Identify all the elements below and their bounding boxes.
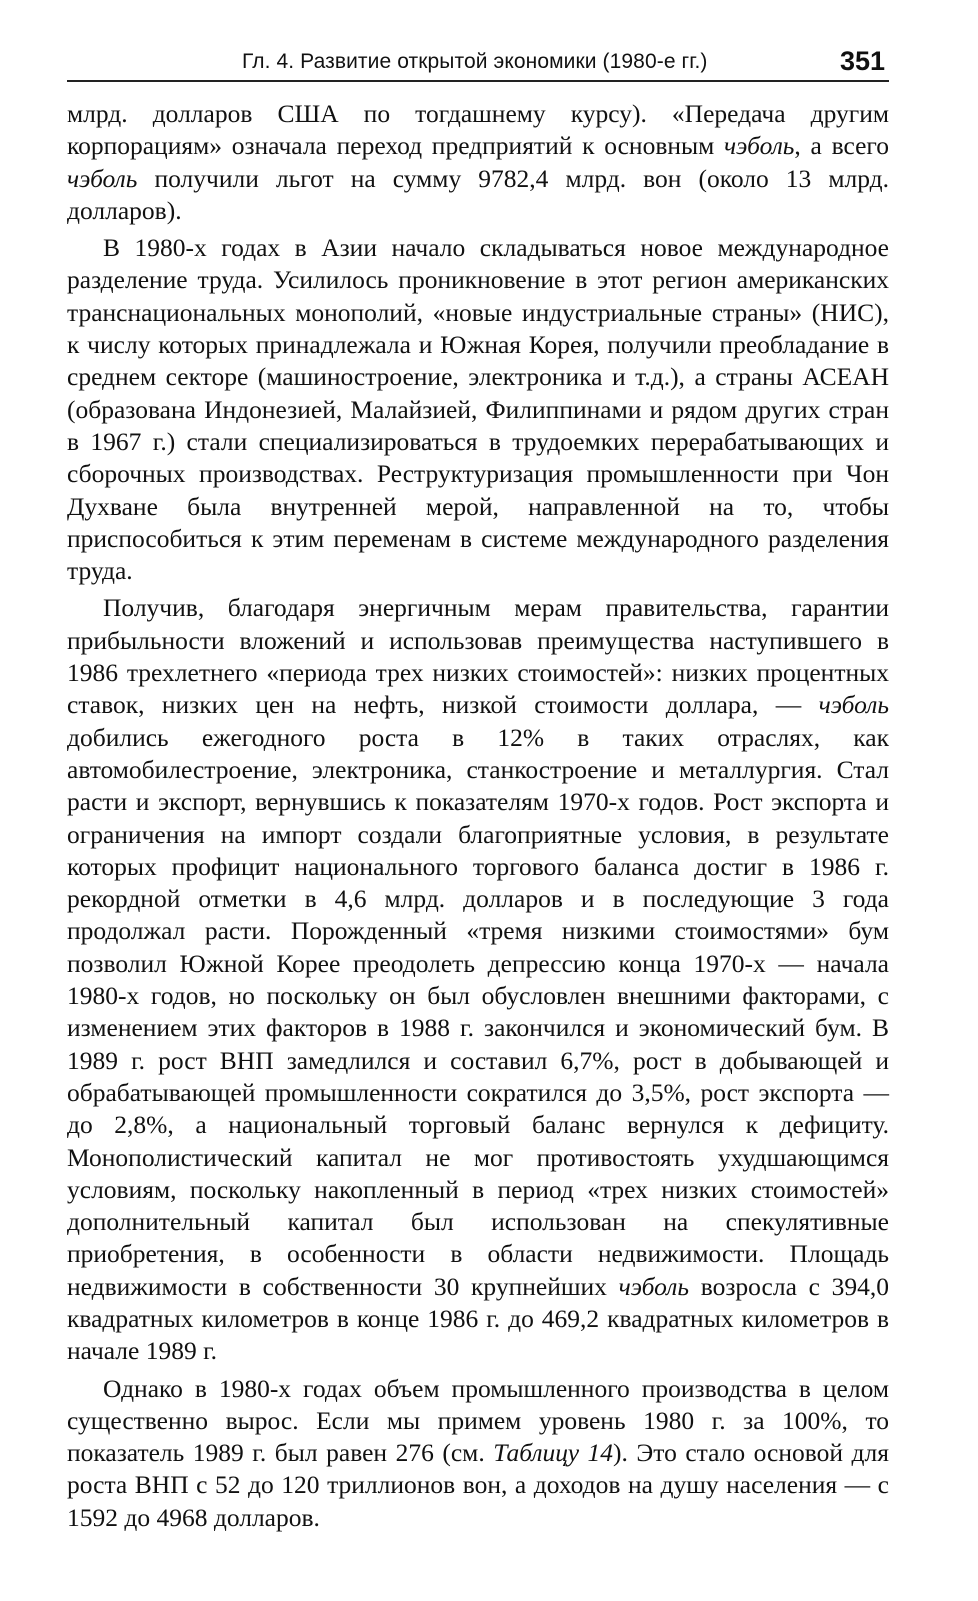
table-reference: Таблицу 14 — [493, 1438, 614, 1468]
italic-term: чэболь — [818, 690, 889, 720]
paragraph — [67, 98, 889, 227]
paragraph-text: В 1980-х годах в Азии начало складываться новое международное разделение труда. Усилилось проникновение в этот регион американских транснациональных монополий, «новые индустриальные страны» (НИС), к числу которых принадлежала и Южная Корея, получили преобладание в среднем секторе (машиностроение, электроника и т.д.), а страны АСЕАН (образована Индонезией, Малайзией, Филиппинами и рядом других стран в 1967 г.) стали специализироваться в трудоемких перерабатывающих и сборочных производствах. Реструктуризация промышленности при Чон Духване была внутренней мерой, направленной на то, чтобы приспособиться к этим переменам в системе международного разделения труда. — [67, 233, 889, 586]
paragraph-text: , а всего — [794, 131, 889, 161]
paragraph-text: ). Это стало основой для роста ВНП с 52 до 120 триллионов вон, а доходов на душу населения — с 1592 до 4968 долларов. — [67, 1438, 889, 1532]
italic-term: чэболь — [724, 131, 795, 161]
paragraph — [67, 592, 889, 1367]
paragraph — [67, 232, 889, 587]
paragraph-text: получили льгот на сумму 9782,4 млрд. вон (около 13 млрд. долларов). — [67, 163, 889, 225]
paragraph-text: Получив, благодаря энергичным мерам правительства, гарантии прибыльности вложений и использовав преимущества наступившего в 1986 трехлетнего «периода трех низких стоимостей»: низких процентных ставок, низких цен на нефть, низкой стоимости доллара, — — [67, 593, 889, 720]
book-page — [67, 40, 889, 1534]
paragraph-text: Однако в 1980-х годах объем промышленного производства в целом существенно вырос. Если мы примем уровень 1980 г. за 100%, то показатель 1989 г. был равен 276 (см. — [67, 1373, 889, 1468]
running-header — [67, 40, 889, 82]
paragraph-text: млрд. долларов США по тогдашнему курсу). «Передача другим корпорациям» означала переход предприятий к основным — [67, 99, 889, 161]
paragraph-text: добились ежегодного роста в 12% в таких отраслях, как автомобилестроение, электроника, станкостроение и металлургия. Стал расти и экспорт, вернувшись к показателям 1970-х годов. Рост экспорта и ограничения на импорт создали благоприятные условия, в результате которых профицит национального торгового баланса достиг в 1986 г. рекордной отметки в 4,6 млрд. долларов и в последующие 3 года продолжал расти. Порожденный «тремя низкими стоимостями» бум позволил Южной Корее преодолеть депрессию конца 1970-х — начала 1980-х годов, но поскольку он был обусловлен внешними факторами, с изменением этих факторов в 1988 г. закончился и экономический бум. В 1989 г. рост ВНП замедлился и составил 6,7%, рост в добывающей и обрабатывающей промышленности сократился до 3,5%, рост экспорта — до 2,8%, а национальный торговый баланс вернулся к дефициту. Монополистический капитал не мог противостоять ухудшающимся условиям, поскольку накопленный в период «трех низких стоимостей» дополнительный капитал был использован на спекулятивные приобретения, в особенности в области недвижимости. Площадь недвижимости в собственности 30 крупнейших — [67, 722, 889, 1301]
paragraph — [67, 1373, 889, 1534]
italic-term: чэболь — [618, 1271, 689, 1301]
body-text — [67, 98, 889, 1534]
page-number: 351 — [839, 46, 885, 76]
italic-term: чэболь — [67, 163, 138, 193]
chapter-title: Гл. 4. Развитие открытой экономики (1980-е гг.) — [242, 50, 708, 73]
paragraph-text: возросла с 394,0 квадратных километров в конце 1986 г. до 469,2 квадратных километров в начале 1989 г. — [67, 1271, 889, 1366]
